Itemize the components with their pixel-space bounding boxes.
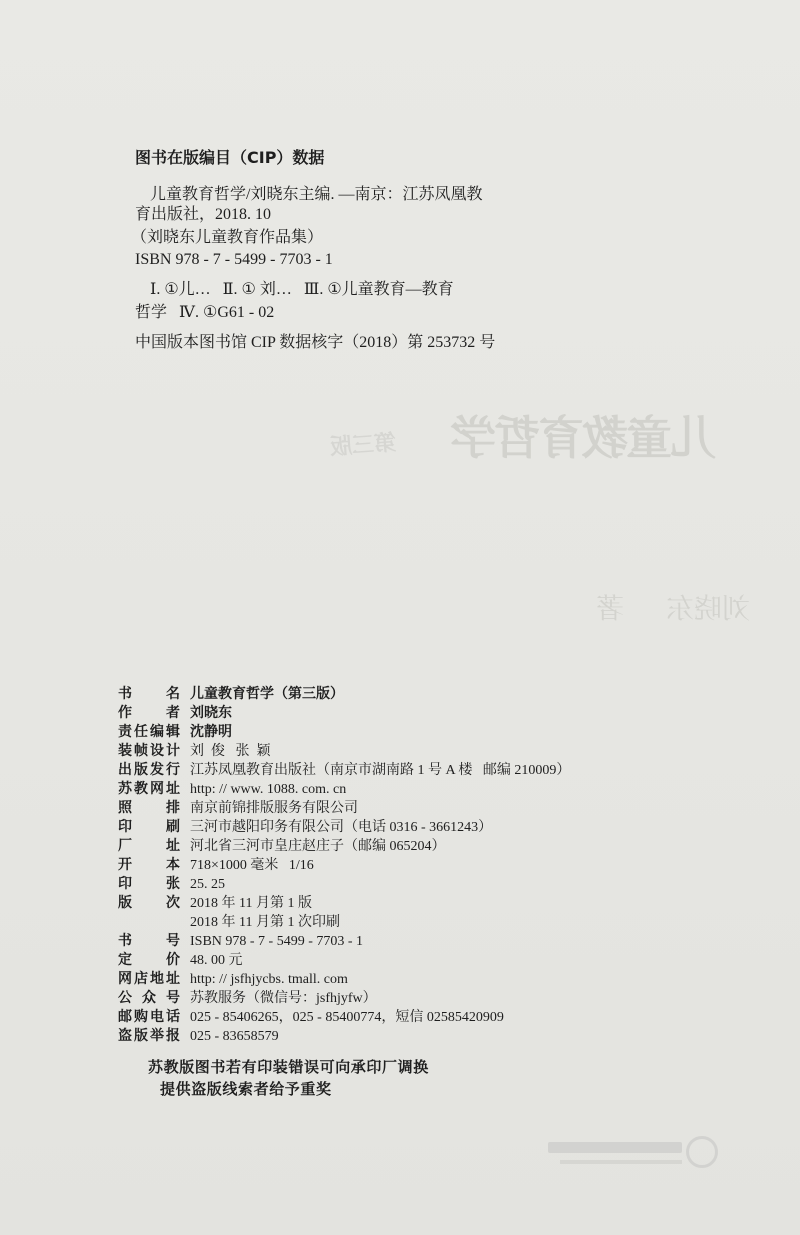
imprint-row <box>118 761 678 780</box>
imprint-value: 南京前锦排版服务有限公司 <box>190 801 358 816</box>
notice-line: 提供盗版线索者给予重奖 <box>160 1082 332 1098</box>
imprint-label: 印 刷 <box>118 819 180 835</box>
imprint-value: 刘 俊 张 颖 <box>190 744 271 759</box>
imprint-label: 版 次 <box>118 895 180 911</box>
imprint-row <box>118 818 678 837</box>
imprint-value: http: // jsfhjycbs. tmall. com <box>190 972 348 987</box>
imprint-label: 作 者 <box>118 705 180 721</box>
cip-line: 哲学 Ⅳ. ①G61 - 02 <box>135 304 275 321</box>
imprint-value: 三河市越阳印务有限公司（电话 0316 - 3661243） <box>190 820 493 835</box>
logo-subline-ghost <box>560 1160 682 1164</box>
imprint-value: 苏教服务（微信号：jsfhjyfw） <box>190 991 377 1006</box>
imprint-label: 责任编辑 <box>118 724 180 740</box>
imprint-table <box>118 685 678 1046</box>
imprint-label: 苏教网址 <box>118 781 180 797</box>
show-through-author-role: 著 <box>596 592 625 625</box>
imprint-row <box>118 704 678 723</box>
imprint-value: 025 - 85406265，025 - 85400774，短信 02585420909 <box>190 1010 504 1025</box>
imprint-value: 48. 00 元 <box>190 953 243 968</box>
logo-wordmark-ghost <box>548 1142 682 1153</box>
imprint-row <box>118 780 678 799</box>
imprint-value: http: // www. 1088. com. cn <box>190 782 347 797</box>
cip-title: 图书在版编目（CIP）数据 <box>135 148 325 167</box>
imprint-row <box>118 951 678 970</box>
imprint-label: 开 本 <box>118 857 180 873</box>
imprint-row <box>118 875 678 894</box>
imprint-label: 书 号 <box>118 933 180 949</box>
imprint-label: 照 排 <box>118 800 180 816</box>
imprint-label: 装帧设计 <box>118 743 180 759</box>
imprint-label: 定 价 <box>118 952 180 968</box>
imprint-row <box>118 1027 678 1046</box>
imprint-label: 公 众 号 <box>118 990 180 1006</box>
imprint-row <box>118 1008 678 1027</box>
imprint-value: 025 - 83658579 <box>190 1029 279 1044</box>
imprint-row <box>118 856 678 875</box>
imprint-row <box>118 989 678 1008</box>
imprint-value: 儿童教育哲学（第三版） <box>190 686 344 702</box>
imprint-row <box>118 932 678 951</box>
logo-emblem-icon <box>686 1136 718 1168</box>
cip-line: 儿童教育哲学/刘晓东主编. —南京：江苏凤凰教 <box>150 186 483 203</box>
cip-isbn-line: ISBN 978 - 7 - 5499 - 7703 - 1 <box>135 251 333 268</box>
cip-line: （刘晓东儿童教育作品集） <box>131 229 324 246</box>
imprint-value: 2018 年 11 月第 1 次印刷 <box>190 915 340 930</box>
cip-line: 育出版社，2018. 10 <box>135 206 272 223</box>
imprint-row <box>118 685 678 704</box>
imprint-value: 沈静明 <box>190 724 232 740</box>
imprint-row <box>118 742 678 761</box>
imprint-value: 河北省三河市皇庄赵庄子（邮编 065204） <box>190 839 446 854</box>
notice-line: 苏教版图书若有印装错误可向承印厂调换 <box>148 1060 429 1076</box>
imprint-row <box>118 837 678 856</box>
imprint-label: 盗版举报 <box>118 1028 180 1044</box>
show-through-title: 儿童教育哲学 <box>452 411 716 465</box>
imprint-row <box>118 799 678 818</box>
imprint-row <box>118 913 678 932</box>
show-through-author-line <box>596 592 750 626</box>
imprint-value: 刘晓东 <box>190 705 232 721</box>
cip-line: Ⅰ. ①儿… Ⅱ. ① 刘… Ⅲ. ①儿童教育—教育 <box>150 281 454 298</box>
imprint-label: 书 名 <box>118 686 180 702</box>
imprint-value: ISBN 978 - 7 - 5499 - 7703 - 1 <box>190 934 364 949</box>
imprint-row <box>118 723 678 742</box>
show-through-edition: 第三版 <box>329 430 397 461</box>
imprint-label: 厂 址 <box>118 838 180 854</box>
imprint-value: 718×1000 毫米 1/16 <box>190 858 314 873</box>
imprint-value: 江苏凤凰教育出版社（南京市湖南路 1 号 A 楼 邮编 210009） <box>190 763 571 778</box>
imprint-label: 印 张 <box>118 876 180 892</box>
show-through-author: 刘晓东 <box>666 592 751 625</box>
imprint-label: 出版发行 <box>118 762 180 778</box>
imprint-row <box>118 970 678 989</box>
cip-record-number: 中国版本图书馆 CIP 数据核字（2018）第 253732 号 <box>135 334 496 351</box>
publisher-logo-ghost <box>540 1132 730 1172</box>
imprint-label: 网店地址 <box>118 971 180 987</box>
imprint-label: 邮购电话 <box>118 1009 180 1025</box>
imprint-row <box>118 894 678 913</box>
imprint-value: 2018 年 11 月第 1 版 <box>190 896 312 911</box>
imprint-value: 25. 25 <box>190 877 225 892</box>
